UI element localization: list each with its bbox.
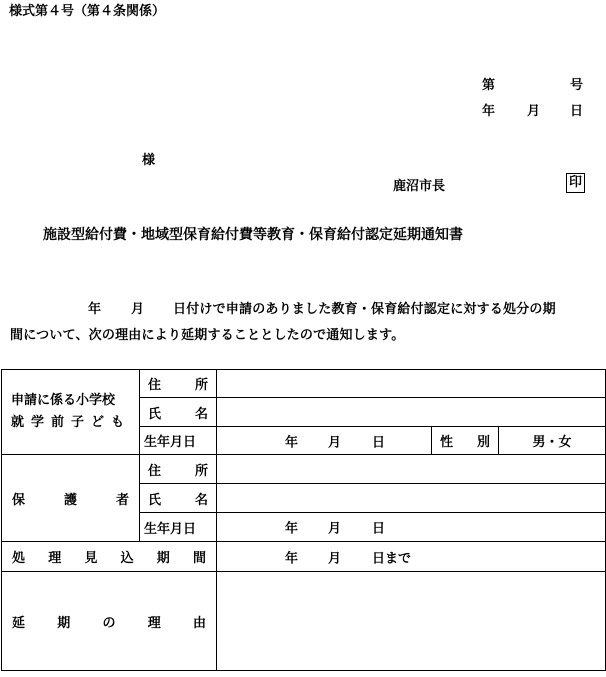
reason-label: 延 期 の 理 由 — [12, 615, 206, 631]
child-label-line2: 就学前子ども — [11, 415, 132, 430]
period-value — [217, 542, 606, 572]
guardian-name-label: 氏 名 — [148, 492, 208, 508]
body-line1: 日付けで申請のありました教育・保育給付認定に対する処分の期 — [173, 302, 556, 317]
child-address-label: 住 所 — [148, 378, 208, 393]
child-name-label-cell — [140, 398, 217, 427]
doc-date-year: 年 — [482, 104, 496, 119]
guardian-birth-month: 月 — [328, 521, 342, 537]
reason-label-cell — [2, 572, 217, 671]
child-gender-label: 性 別 — [440, 435, 490, 450]
child-birth-month: 月 — [328, 435, 342, 450]
child-gender-value: 男・女 — [499, 427, 606, 455]
guardian-name-value — [217, 484, 606, 513]
child-gender-label-cell — [432, 427, 499, 455]
child-address-value — [217, 370, 606, 398]
child-address-label-cell — [140, 370, 217, 398]
period-year: 年 — [285, 551, 299, 566]
guardian-name-label-cell — [140, 484, 217, 513]
guardian-label — [2, 489, 139, 508]
recipient-suffix: 様 — [142, 153, 156, 168]
doc-number-go: 号 — [570, 78, 584, 93]
child-name-label: 氏 名 — [148, 406, 208, 422]
child-birth-year: 年 — [285, 435, 299, 450]
child-birthdate-label: 生年月日 — [140, 427, 217, 455]
doc-date-month: 月 — [527, 104, 541, 119]
guardian-birthdate-label: 生年月日 — [140, 513, 217, 542]
guardian-address-value — [217, 455, 606, 484]
doc-date-day: 日 — [570, 104, 584, 119]
body-year: 年 — [88, 302, 102, 317]
sender: 鹿沼市長 — [393, 179, 446, 194]
guardian-birth-year: 年 — [285, 521, 299, 537]
child-name-value — [217, 398, 606, 427]
period-label: 処 理 見 込 期 間 — [12, 551, 206, 566]
guardian-birth-day: 日 — [372, 521, 386, 537]
period-until: 日まで — [372, 551, 412, 566]
child-label-cell — [2, 370, 140, 455]
guardian-label-text: 保 護 者 — [12, 492, 129, 508]
child-birth-day: 日 — [372, 435, 386, 450]
body-line2: 間について、次の理由により延期することとしたので通知します。 — [10, 328, 405, 343]
details-table — [1, 369, 606, 671]
guardian-address-label: 住 所 — [148, 463, 208, 479]
guardian-label-cell — [2, 455, 140, 542]
reason-value — [217, 572, 606, 671]
guardian-birthdate-value — [217, 513, 606, 542]
child-birthdate-value — [217, 427, 432, 455]
period-month: 月 — [328, 551, 342, 566]
doc-number-dai: 第 — [482, 78, 496, 93]
period-label-cell — [2, 542, 217, 572]
child-label-line1: 申請に係る小学校 — [11, 393, 116, 408]
guardian-address-label-cell — [140, 455, 217, 484]
body-month: 月 — [131, 302, 145, 317]
seal-mark: 印 — [566, 173, 585, 193]
document-title: 施設型給付費・地域型保育給付費等教育・保育給付認定延期通知書 — [43, 227, 463, 243]
form-number: 様式第４号（第４条関係） — [9, 4, 166, 19]
